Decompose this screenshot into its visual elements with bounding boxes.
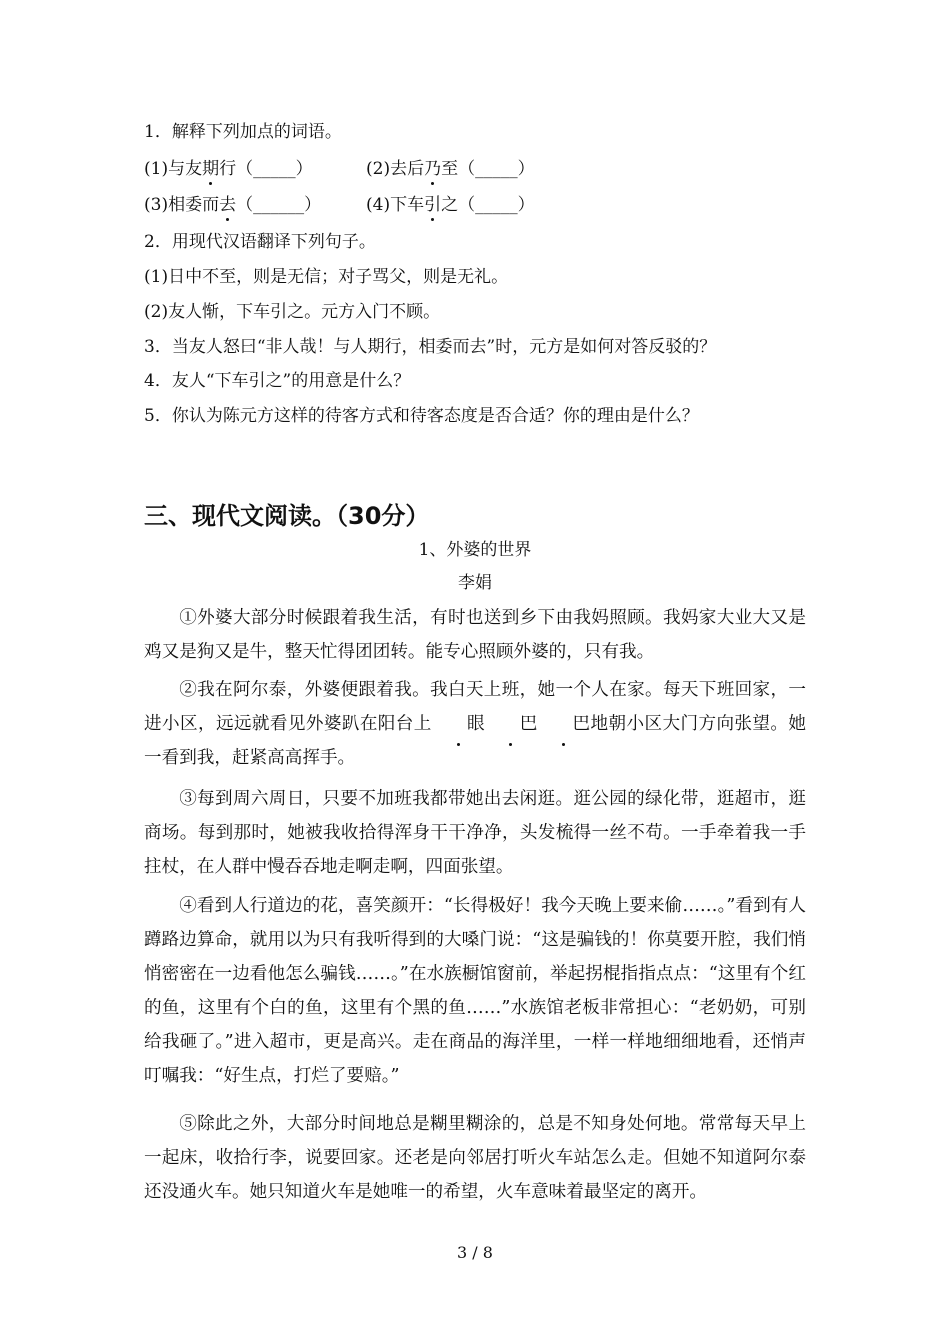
dotted-char: 去 — [219, 195, 237, 215]
paragraph-5: ⑤除此之外，大部分时间地总是糊里糊涂的，总是不知身处何地。常常每天早上一起床，收拾行李，说要回家。还老是向邻居打听火车站怎么走。但她不知道阿尔泰还没通火车。她只知道火车是她唯一的希望，火车意味着最坚定的离开。 — [144, 1114, 806, 1202]
question-4: 4．友人“下车引之”的用意是什么？ — [144, 371, 411, 391]
dotted-char: 眼 — [432, 707, 485, 741]
paragraph-3: ③每到周六周日，只要不加班我都带她出去闲逛。逛公园的绿化带，逛超市，逛商场。每到那时，她被我收拾得浑身干干净净，头发梳得一丝不苟。一手牵着我一手拄杖，在人群中慢吞吞地走啊走啊，四面张望。 — [144, 789, 806, 877]
paragraph-1: ①外婆大部分时候跟着我生活，有时也送到乡下由我妈照顾。我妈家大业大又是鸡又是狗又是牛，整天忙得团团转。能专心照顾外婆的，只有我。 — [144, 608, 806, 662]
question-3: 3．当友人怒曰“非人哉！与人期行，相委而去”时，元方是如何对答反驳的？ — [144, 337, 717, 357]
paragraph-2: ②我在阿尔泰，外婆便跟着我。我白天上班，她一个人在家。每天下班回家，一进小区，远远就看见外婆趴在阳台上 眼 巴 巴地朝小区大门方向张望。她一看到我，赶紧高高挥手。 — [144, 680, 806, 768]
dotted-char: 引 — [424, 195, 442, 215]
question-1: 1．解释下列加点的词语。 — [144, 122, 342, 142]
article-author: 李娟 — [458, 573, 492, 593]
section-title: 三、现代文阅读。（30分） — [144, 502, 430, 530]
article-title: 1、外婆的世界 — [418, 540, 532, 560]
question-1-item-1: (1)与友期行（_____） — [144, 159, 313, 179]
question-2-sentence-1: (1)日中不至，则是无信；对子骂父，则是无礼。 — [144, 267, 509, 287]
question-1-item-4: (4)下车引之（_____） — [366, 195, 535, 215]
question-1-item-2: (2)去后乃至（_____） — [366, 159, 535, 179]
paragraph-4: ④看到人行道边的花，喜笑颜开：“长得极好！我今天晚上要来偷……。”看到有人蹲路边算命，就用以为只有我听得到的大嗓门说：“这是骗钱的！你莫要开腔，我们悄悄密密在一边看他怎么骗钱……。”在水族橱馆窗前，举起拐棍指指点点：“这里有个红的鱼，这里有个白的鱼，这里有个黑的鱼……”水族馆老板非常担心：“老奶奶，可别给我砸了。”进入超市，更是高兴。走在商品的海洋里，一样一样地细细地看，还悄声叮嘱我：“好生点，打烂了要赔。” — [144, 896, 806, 1086]
question-5: 5．你认为陈元方这样的待客方式和待客态度是否合适？你的理由是什么？ — [144, 406, 699, 426]
dotted-char: 期 — [202, 159, 220, 179]
question-1-row-2 — [144, 194, 535, 216]
question-1-item-3: (3)相委而去（______） — [144, 195, 322, 215]
page-number: 3 / 8 — [457, 1243, 493, 1262]
dotted-char: 巴 — [485, 707, 538, 741]
question-2: 2．用现代汉语翻译下列句子。 — [144, 232, 376, 252]
dotted-char: 巴 — [537, 707, 590, 741]
question-2-sentence-2: (2)友人惭，下车引之。元方入门不顾。 — [144, 302, 441, 322]
question-1-row-1 — [144, 158, 535, 180]
dotted-char: 乃 — [424, 159, 442, 179]
